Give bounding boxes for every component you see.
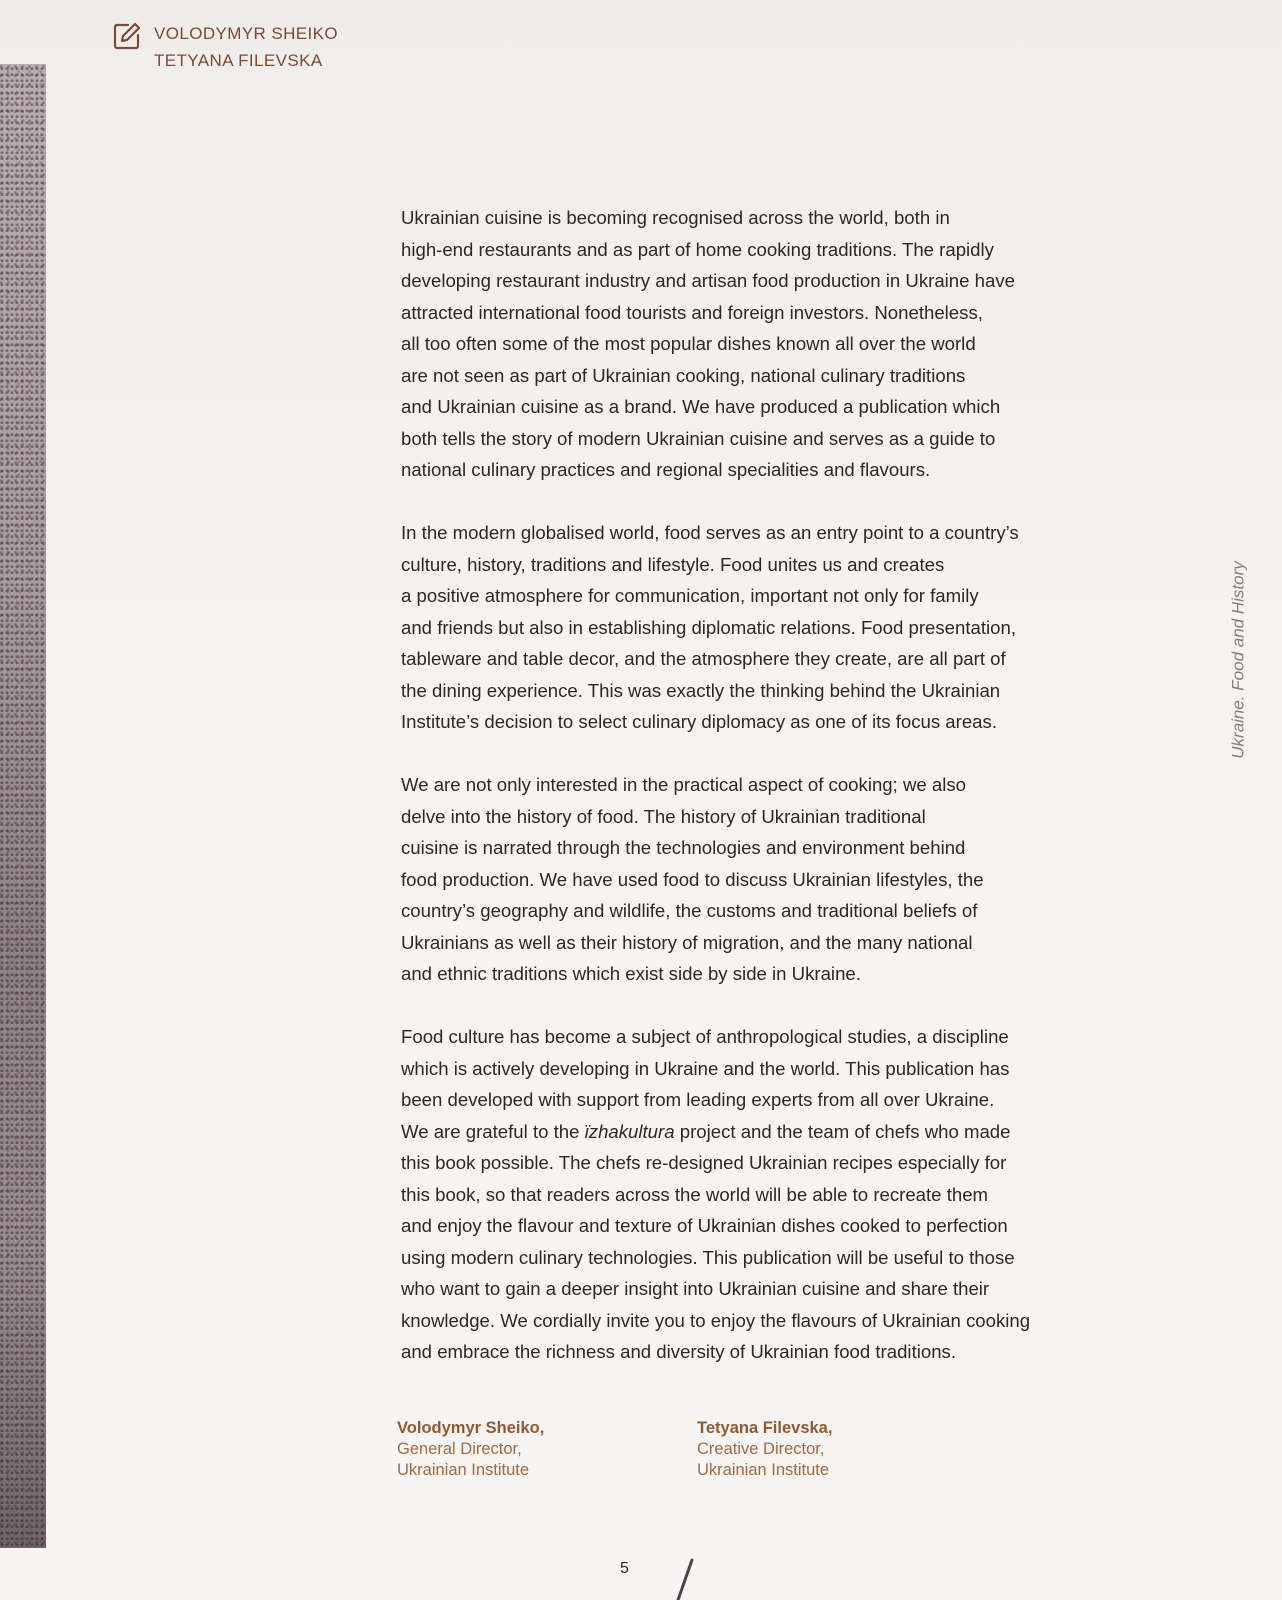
running-title — [1222, 560, 1256, 760]
signature-sheiko — [397, 1418, 697, 1481]
page-number: 5 — [620, 1560, 629, 1577]
paragraph-1: Ukrainian cuisine is becoming recognised across the world, both in high-end restaurants and as part of home cooking traditions. The rapidly developing restaurant industry and artisan food production in Ukraine have attracted international food tourists and foreign investors. Nonetheless, all too often some of the most popular dishes known all over the world are not seen as part of Ukrainian cooking, national culinary traditions and Ukrainian cuisine as a brand. We have produced a publication which both tells the story of modern Ukrainian cuisine and serves as a guide to national culinary practices and regional specialities and flavours. — [401, 207, 1015, 480]
author-name-2: TETYANA FILEVSKA — [154, 51, 323, 70]
author-names — [154, 20, 338, 74]
foreword-body — [401, 202, 1131, 1399]
paragraph-4-part-1: Food culture has become a subject of anthropological studies, a discipline which is actively developing in Ukraine and the world. This publication has been developed with support from leading experts from all over Ukraine. We are grateful to the — [401, 1026, 1010, 1142]
paragraph-3: We are not only interested in the practical aspect of cooking; we also delve into the history of food. The history of Ukrainian traditional cuisine is narrated through the technologies and environment behind food production. We have used food to discuss Ukrainian lifestyles, the country’s geography and wildlife, the customs and traditional beliefs of Ukrainians as well as their history of migration, and the many national and ethnic traditions which exist side by side in Ukraine. — [401, 774, 984, 984]
author-name-1: VOLODYMYR SHEIKO — [154, 24, 338, 43]
signature-role: General Director, — [397, 1440, 522, 1458]
project-name: їzhakultura — [584, 1120, 675, 1142]
edit-icon — [112, 21, 142, 51]
running-title-text: Ukraine. Food and History — [1229, 561, 1249, 759]
slash-mark — [670, 1558, 700, 1600]
signature-name: Tetyana Filevska, — [697, 1419, 833, 1437]
authors-header — [112, 20, 338, 74]
signatures — [397, 1418, 997, 1481]
signature-org: Ukrainian Institute — [697, 1461, 830, 1479]
signature-filevska — [697, 1418, 997, 1481]
paragraph-2: In the modern globalised world, food serves as an entry point to a country’s culture, history, traditions and lifestyle. Food unites us and creates a positive atmosphere for communication, important not only for family and friends but also in establishing diplomatic relations. Food presentation, tableware and table decor, and the atmosphere they create, are all part of the dining experience. This was exactly the thinking behind the Ukrainian Institute’s decision to select culinary diplomacy as one of its focus areas. — [401, 522, 1019, 732]
decorative-photo-strip — [0, 64, 46, 1548]
paragraph-4-part-2: project and the team of chefs who made this book possible. The chefs re-designed Ukrainian recipes especially for this book, so that readers across the world will be able to recreate them and enjoy the flavour and texture of Ukrainian dishes cooked to perfection using modern culinary technologies. This publication will be useful to those who want to gain a deeper insight into Ukrainian cuisine and share their knowledge. We cordially invite you to enjoy the flavours of Ukrainian cooking and embrace the richness and diversity of Ukrainian food traditions. — [401, 1120, 1031, 1362]
signature-role: Creative Director, — [697, 1440, 825, 1458]
signature-org: Ukrainian Institute — [397, 1461, 530, 1479]
signature-name: Volodymyr Sheiko, — [397, 1419, 545, 1437]
paragraph-4 — [401, 1021, 1131, 1368]
